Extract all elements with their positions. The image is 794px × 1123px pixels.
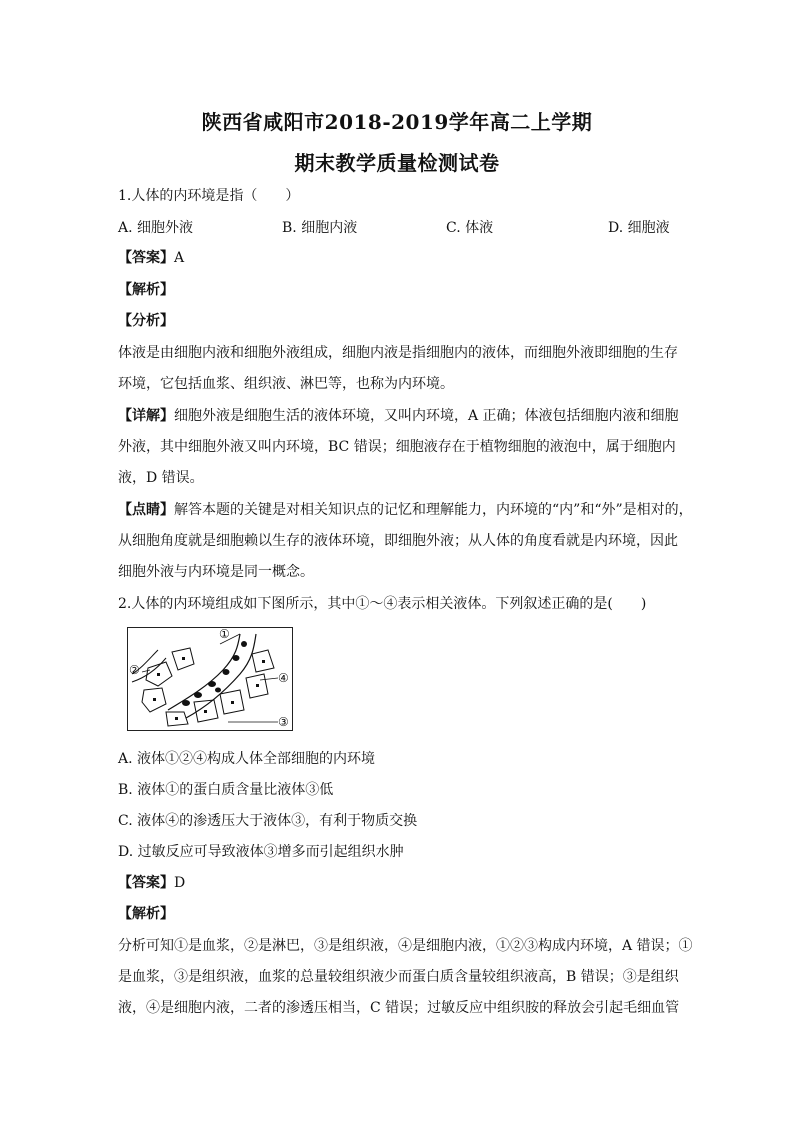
q2-analysis-line3: 液，④是细胞内液，二者的渗透压相当，C 错误；过敏反应中组织胺的释放会引起毛细血管 <box>118 1000 680 1016</box>
label-1: ① <box>219 628 230 641</box>
q1-tip-line3: 细胞外液与内环境是同一概念。 <box>118 564 314 580</box>
blood-cell <box>241 641 247 647</box>
label-2: ② <box>129 663 140 677</box>
cell-nucleus <box>231 701 234 704</box>
cell-nucleus <box>175 717 178 720</box>
cell-nucleus <box>157 673 160 676</box>
q1-tip-text1: 解答本题的关键是对相关知识点的记忆和理解能力，内环境的“内”和“外”是相对的， <box>174 502 693 518</box>
q1-answer <box>118 248 678 268</box>
q1-option-d: D. 细胞液 <box>608 220 670 236</box>
cell-nucleus <box>153 698 156 701</box>
q2-analysis-line2: 是血浆，③是组织液，血浆的总量较组织液少而蛋白质含量较组织液高，B 错误；③是组织 <box>118 969 679 985</box>
capillary-wall-right <box>186 634 256 718</box>
q2-answer-value: D <box>174 875 186 891</box>
q1-stem: 1.人体的内环境是指（ ） <box>118 188 300 204</box>
blood-cell <box>223 669 230 675</box>
cell-nucleus <box>204 710 207 713</box>
blood-cell <box>208 681 216 687</box>
q2-analysis-line1: 分析可知①是血浆，②是淋巴，③是组织液，④是细胞内液，①②③构成内环境，A 错误；① <box>118 938 693 954</box>
q1-analysis-tag: 【解析】 <box>118 282 174 298</box>
q2-option-b: B. 液体①的蛋白质含量比液体③低 <box>118 782 334 798</box>
blood-cell <box>233 655 240 661</box>
exam-title-line1: 陕西省咸阳市2018-2019学年高二上学期 <box>201 110 593 134</box>
q1-fenxi-line2: 环境，它包括血浆、组织液、淋巴等，也称为内环境。 <box>118 376 454 392</box>
q1-answer-value: A <box>174 250 185 266</box>
blood-cell <box>182 700 190 706</box>
q1-option-c: C. 体液 <box>446 220 494 236</box>
blood-cell <box>215 688 221 693</box>
q1-detail-line2: 外液，其中细胞外液又叫内环境，BC 错误；细胞液存在于植物细胞的液泡中，属于细胞内 <box>118 439 676 455</box>
q1-tip-tag: 【点睛】 <box>118 502 174 518</box>
leader-line-4 <box>260 678 278 680</box>
internal-environment-figure <box>127 627 293 731</box>
q1-tip-line1 <box>118 500 693 520</box>
label-4: ④ <box>278 671 289 685</box>
q1-detail-text1: 细胞外液是细胞生活的液体环境，又叫内环境，A 正确；体液包括细胞内液和细胞 <box>174 408 679 424</box>
q2-option-a: A. 液体①②④构成人体全部细胞的内环境 <box>118 751 376 767</box>
q2-analysis-tag: 【解析】 <box>118 906 174 922</box>
q1-detail-tag: 【详解】 <box>118 408 174 424</box>
q1-tip-line2: 从细胞角度就是细胞赖以生存的液体环境，即细胞外液；从人体的角度看就是内环境，因此 <box>118 533 678 549</box>
q1-option-b: B. 细胞内液 <box>282 220 358 236</box>
cell-nucleus <box>182 657 185 660</box>
leader-line-2 <box>142 670 150 672</box>
cell-nucleus <box>256 684 259 687</box>
q2-option-d: D. 过敏反应可导致液体③增多而引起组织水肿 <box>118 844 404 860</box>
q1-fenxi-line1: 体液是由细胞内液和细胞外液组成，细胞内液是指细胞内的液体，而细胞外液即细胞的生存 <box>118 345 678 361</box>
q1-answer-tag: 【答案】 <box>118 250 174 266</box>
q1-option-a: A. 细胞外液 <box>118 220 194 236</box>
tissue-diagram <box>128 628 291 729</box>
q2-answer-tag: 【答案】 <box>118 875 174 891</box>
label-3: ③ <box>278 715 289 729</box>
q1-fenxi-tag: 【分析】 <box>118 313 174 329</box>
q2-option-c: C. 液体④的渗透压大于液体③，有利于物质交换 <box>118 813 418 829</box>
q2-answer <box>118 873 678 893</box>
cell-nucleus <box>262 660 265 663</box>
exam-title-line2: 期末教学质量检测试卷 <box>294 151 500 175</box>
q1-detail-line1 <box>118 406 678 426</box>
q1-detail-line3: 液，D 错误。 <box>118 470 204 486</box>
q2-stem: 2.人体的内环境组成如下图所示，其中①～④表示相关液体。下列叙述正确的是( ) <box>118 596 647 612</box>
blood-cell <box>194 692 202 698</box>
